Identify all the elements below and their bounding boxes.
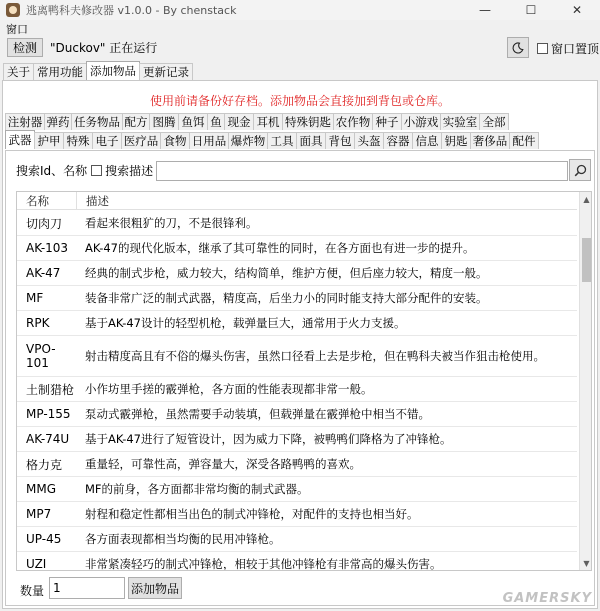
category-tab[interactable]: 奢侈品 xyxy=(470,132,510,149)
item-description: 射程和稳定性都相当出色的制式冲锋枪，对配件的支持也相当好。 xyxy=(85,507,419,521)
category-tab[interactable]: 耳机 xyxy=(253,113,283,130)
table-row[interactable] xyxy=(17,377,577,402)
table-row[interactable] xyxy=(17,502,577,527)
item-name: RPK xyxy=(26,316,50,330)
scrollbar-thumb[interactable] xyxy=(582,238,591,282)
item-description: 重量轻，可靠性高，弹容量大，深受各路鸭鸭的喜欢。 xyxy=(85,457,361,471)
table-body xyxy=(17,211,577,571)
item-name: 土制猎枪 xyxy=(26,382,75,397)
category-tab[interactable]: 工具 xyxy=(267,132,297,149)
table-row[interactable] xyxy=(17,452,577,477)
item-name: MP7 xyxy=(26,507,52,521)
category-tab[interactable]: 头盔 xyxy=(354,132,384,149)
category-tab[interactable]: 信息 xyxy=(412,132,442,149)
category-tab[interactable]: 日用品 xyxy=(189,132,229,149)
category-tab[interactable]: 任务物品 xyxy=(71,113,123,130)
category-tab[interactable]: 护甲 xyxy=(34,132,64,149)
category-tabs-row-2 xyxy=(5,132,538,150)
main-tabs xyxy=(3,63,192,81)
category-tabs-row-1 xyxy=(5,113,508,131)
item-name: AK-103 xyxy=(26,241,69,255)
item-description: AK-47的现代化版本，继承了其可靠性的同时，在各方面也有进一步的提升。 xyxy=(85,241,475,255)
item-name: AK-74U xyxy=(26,432,70,446)
category-tab[interactable]: 面具 xyxy=(296,132,326,149)
item-description: 各方面表现都相当均衡的民用冲锋枪。 xyxy=(85,532,281,546)
tab-changelog[interactable]: 更新记录 xyxy=(139,63,193,80)
item-name: 格力克 xyxy=(26,457,63,472)
item-description: 看起来很粗犷的刀，不是很锋利。 xyxy=(85,216,258,230)
category-tab[interactable]: 鱼 xyxy=(207,113,225,130)
app-icon xyxy=(6,3,20,17)
item-description: 射击精度高且有不俗的爆头伤害，虽然口径看上去是步枪，但在鸭科夫被当作狙击枪使用。 xyxy=(85,349,545,363)
table-row[interactable] xyxy=(17,427,577,452)
category-tab[interactable]: 弹药 xyxy=(44,113,72,130)
category-tab[interactable]: 容器 xyxy=(383,132,413,149)
search-desc-label: 搜索描述 xyxy=(105,164,154,178)
search-icon xyxy=(574,164,587,177)
topmost-label: 窗口置顶 xyxy=(551,42,600,56)
game-status: "Duckov" 正在运行 xyxy=(50,41,158,55)
category-tab[interactable]: 配方 xyxy=(122,113,150,130)
column-header-name[interactable]: 名称 xyxy=(17,192,77,209)
item-description: 非常紧凑轻巧的制式冲锋枪，相较于其他冲锋枪有非常高的爆头伤害。 xyxy=(85,557,442,571)
scroll-up-icon[interactable]: ▲ xyxy=(583,194,590,204)
search-button[interactable] xyxy=(569,159,591,181)
moon-icon xyxy=(512,42,524,54)
category-tab[interactable]: 注射器 xyxy=(5,113,45,130)
tab-about[interactable]: 关于 xyxy=(3,63,34,80)
category-tab[interactable]: 实验室 xyxy=(440,113,480,130)
category-tab[interactable]: 现金 xyxy=(224,113,254,130)
category-tab[interactable]: 种子 xyxy=(372,113,402,130)
category-tab[interactable]: 食物 xyxy=(160,132,190,149)
watermark-logo: GAMERSKY xyxy=(502,591,592,606)
table-header xyxy=(17,192,577,210)
table-row[interactable] xyxy=(17,477,577,502)
topmost-checkbox-box[interactable] xyxy=(537,43,548,54)
column-header-desc[interactable]: 描述 xyxy=(86,193,109,208)
item-name: AK-47 xyxy=(26,266,61,280)
menu-item-window[interactable]: 窗口 xyxy=(6,23,28,36)
table-row[interactable] xyxy=(17,211,577,236)
category-tab[interactable]: 图腾 xyxy=(149,113,179,130)
item-description: 基于AK-47设计的轻型机枪，载弹量巨大，通常用于火力支援。 xyxy=(85,316,406,330)
item-name: UZI xyxy=(26,557,47,571)
item-name: VPO-101 xyxy=(26,342,56,370)
category-tab[interactable]: 鱼饵 xyxy=(178,113,208,130)
category-tab[interactable]: 武器 xyxy=(5,130,35,149)
search-label-group xyxy=(16,162,153,179)
table-row[interactable] xyxy=(17,552,577,571)
item-name: UP-45 xyxy=(26,532,62,546)
add-item-button[interactable]: 添加物品 xyxy=(128,577,182,599)
add-item-panel xyxy=(2,80,598,609)
search-desc-checkbox[interactable] xyxy=(91,165,102,176)
window-title: 逃离鸭科夫修改器 v1.0.0 - By chenstack xyxy=(26,4,237,17)
search-label: 搜索Id、名称 xyxy=(16,164,88,178)
item-description: 装备非常广泛的制式武器，精度高，后坐力小的同时能支持大部分配件的安装。 xyxy=(85,291,488,305)
quantity-input[interactable]: 1 xyxy=(49,577,125,599)
category-tab[interactable]: 全部 xyxy=(479,113,509,130)
minimize-icon[interactable]: — xyxy=(479,3,491,17)
topmost-checkbox[interactable] xyxy=(537,40,599,57)
close-icon[interactable]: ✕ xyxy=(571,3,583,17)
category-tab[interactable]: 农作物 xyxy=(333,113,373,130)
table-row[interactable] xyxy=(17,236,577,261)
tab-add-item[interactable]: 添加物品 xyxy=(86,61,140,80)
category-tab[interactable]: 医疗品 xyxy=(121,132,161,149)
item-name: MP-155 xyxy=(26,407,71,421)
table-row[interactable] xyxy=(17,402,577,427)
scroll-down-icon[interactable]: ▼ xyxy=(583,558,590,568)
backup-warning: 使用前请备份好存档。添加物品会直接加到背包或仓库。 xyxy=(149,94,450,108)
category-tab[interactable]: 小游戏 xyxy=(401,113,441,130)
table-row[interactable] xyxy=(17,286,577,311)
table-row[interactable] xyxy=(17,336,577,377)
item-table xyxy=(16,191,592,571)
item-name: 切肉刀 xyxy=(26,216,63,231)
category-tab[interactable]: 特殊钥匙 xyxy=(282,113,334,130)
item-name: MMG xyxy=(26,482,57,496)
category-tab[interactable]: 特殊 xyxy=(63,132,93,149)
category-tab[interactable]: 背包 xyxy=(325,132,355,149)
search-input[interactable] xyxy=(156,161,568,181)
vertical-scrollbar[interactable] xyxy=(579,192,592,570)
item-description: 小作坊里手搓的霰弹枪，各方面的性能表现都非常一般。 xyxy=(85,382,373,396)
menu-bar xyxy=(6,21,28,37)
item-name: MF xyxy=(26,291,44,305)
title-bar xyxy=(0,0,600,20)
table-row[interactable] xyxy=(17,527,577,552)
item-list-panel xyxy=(5,150,595,606)
maximize-icon[interactable]: ☐ xyxy=(525,3,537,17)
tab-common[interactable]: 常用功能 xyxy=(33,63,87,80)
category-tab[interactable]: 电子 xyxy=(92,132,122,149)
table-row[interactable] xyxy=(17,311,577,336)
category-tab[interactable]: 配件 xyxy=(509,132,539,149)
window-controls xyxy=(462,0,600,20)
quantity-label: 数量 xyxy=(20,584,45,598)
item-description: MF的前身，各方面都非常均衡的制式武器。 xyxy=(85,482,309,496)
table-row[interactable] xyxy=(17,261,577,286)
item-description: 泵动式霰弹枪，虽然需要手动装填，但载弹量在霰弹枪中相当不错。 xyxy=(85,407,430,421)
category-tab[interactable]: 爆炸物 xyxy=(228,132,268,149)
category-tab[interactable]: 钥匙 xyxy=(441,132,471,149)
theme-toggle-button[interactable] xyxy=(507,37,529,58)
item-description: 基于AK-47进行了短管设计，因为威力下降，被鸭鸭们降格为了冲锋枪。 xyxy=(85,432,452,446)
detect-button[interactable]: 检测 xyxy=(7,38,43,57)
item-description: 经典的制式步枪，威力较大，结构简单，维护方便，但后座力较大，精度一般。 xyxy=(85,266,488,280)
